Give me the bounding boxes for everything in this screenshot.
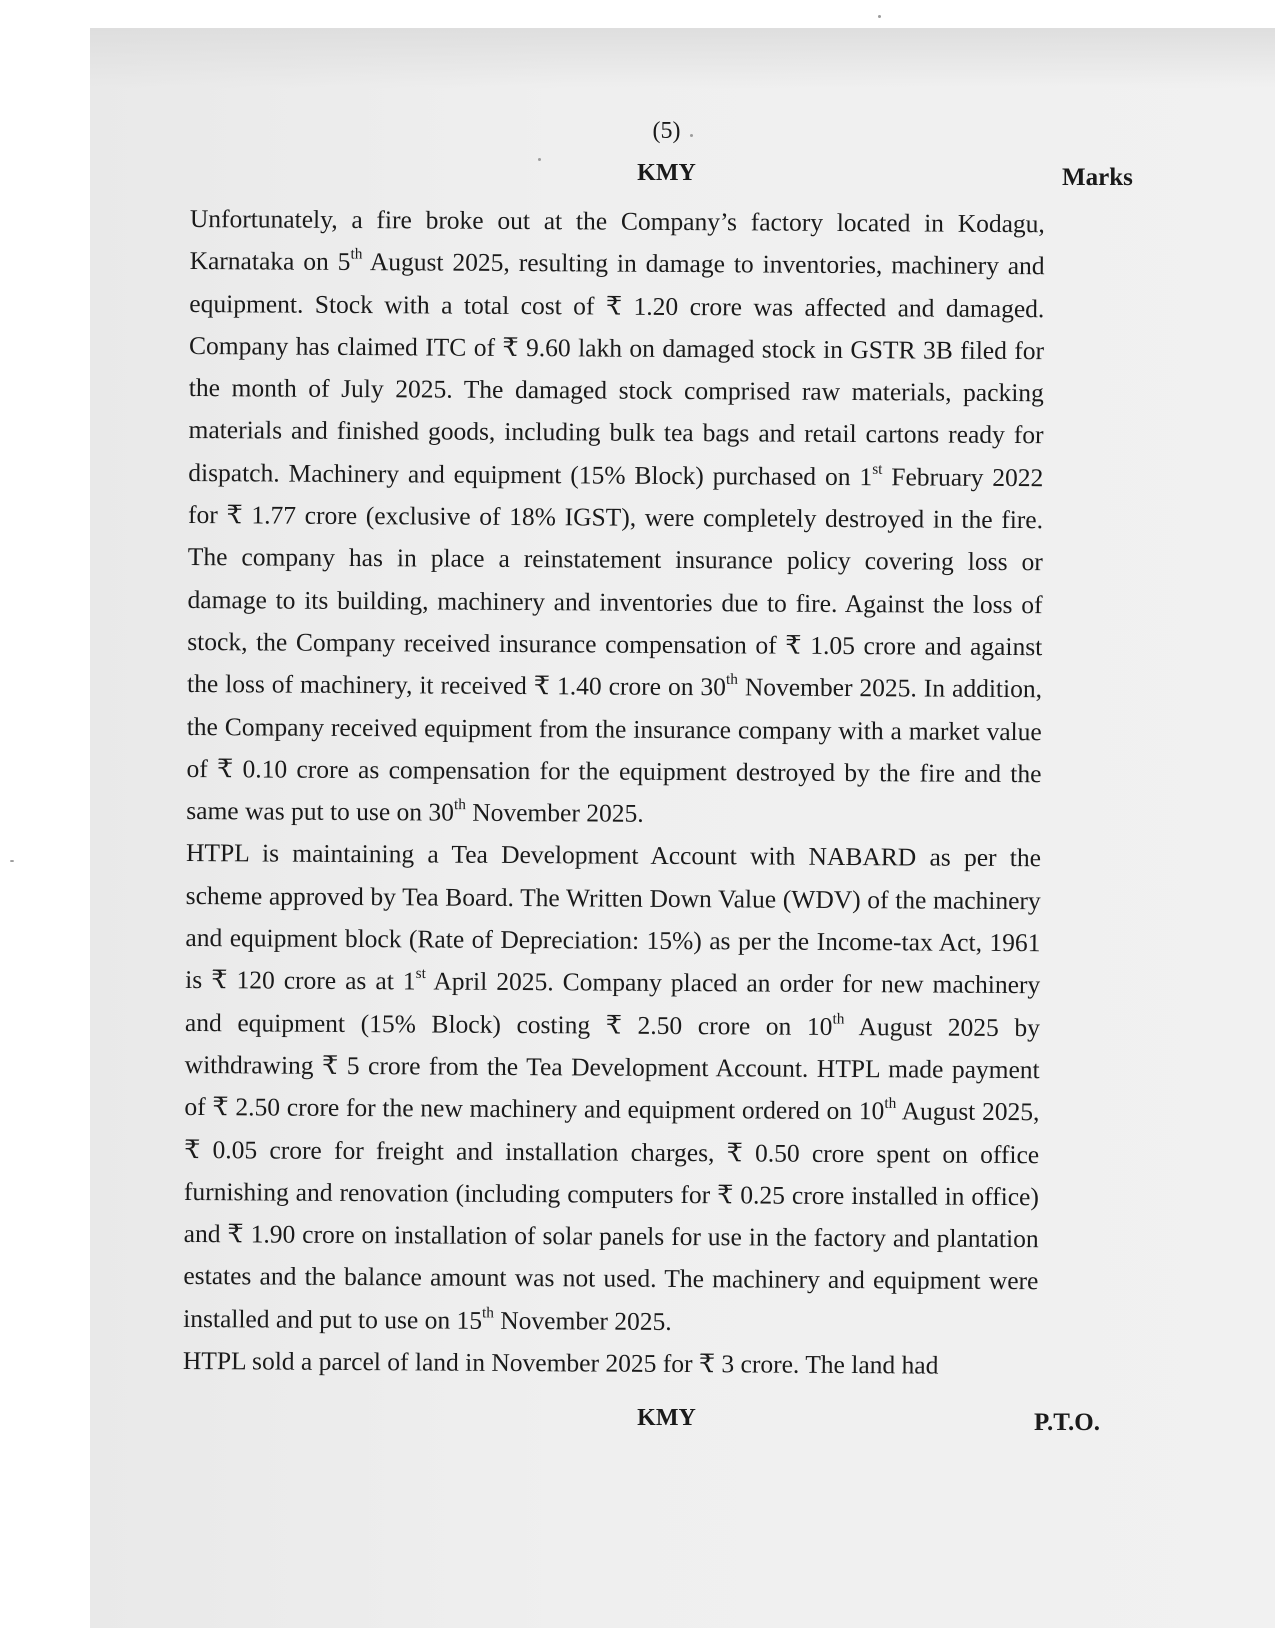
pto-label: P.T.O.: [1034, 1409, 1100, 1436]
question-text: [183, 198, 1045, 1388]
ordinal-suffix: th: [832, 1010, 845, 1028]
scan-speck: [10, 860, 14, 862]
scan-speck: [878, 15, 881, 18]
marks-label: Marks: [1062, 164, 1133, 191]
ordinal-suffix: th: [725, 671, 738, 689]
text-run: November 2025.: [465, 797, 644, 828]
ordinal-suffix: th: [350, 245, 363, 263]
text-run: November 2025.: [493, 1305, 672, 1336]
text-run: August 2025, resulting in damage to inventories, machinery and equipment. Stock with a total cost of ₹ 1.20 crore was affected and damaged. Company has claimed ITC of ₹ 9.60 lakh on damaged stock in GSTR 3B filed for the month of July 2025. The damaged stock comprised raw materials, packing materials and finished goods, including bulk tea bags and retail cartons ready for dispatch. Machinery and equipment (15% Block) purchased on 1: [188, 247, 1045, 491]
page-number: (5): [652, 118, 681, 144]
paragraph: [183, 832, 1041, 1345]
ordinal-suffix: st: [415, 965, 426, 983]
text-run: HTPL is maintaining a Tea Development Account with NABARD as per the scheme approved by Tea Board. The Written Down Value (WDV) of the machinery and equipment block (Rate of Depreciation: 15%) as per the Income-tax Act, 1961 is ₹ 120 crore as at 1: [185, 838, 1042, 996]
ordinal-suffix: th: [453, 796, 466, 814]
paragraph: [186, 198, 1045, 838]
header-code: KMY: [637, 160, 696, 186]
ordinal-suffix: st: [872, 460, 883, 478]
text-run: February 2022 for ₹ 1.77 crore (exclusive of 18% IGST), were completely destroyed in the fire. The company has in place a reinstatement insurance policy covering loss or damage to its building, machinery and inventories due to fire. Against the loss of stock, the Company received insurance compensation of ₹ 1.05 crore and against the loss of machinery, it received ₹ 1.40 crore on 30: [186, 462, 1044, 702]
ordinal-suffix: th: [482, 1304, 495, 1322]
ordinal-suffix: th: [884, 1095, 897, 1113]
paragraph: [183, 1340, 1038, 1388]
text-run: HTPL sold a parcel of land in November 2025 for ₹ 3 crore. The land had: [182, 1345, 939, 1380]
text-run: Unfortunately, a fire broke out at the Company’s factory located in Kodagu, Karnataka on 5: [189, 203, 1045, 277]
text-run: April 2025. Company placed an order for new machinery and equipment (15% Block) costing ₹ 2.50 crore on 10: [184, 966, 1041, 1041]
text-run: August 2025, ₹ 0.05 crore for freight and installation charges, ₹ 0.50 crore spent on office furnishing and renovation (including computers for ₹ 0.25 crore installed in office) and ₹ 1.90 crore on installation of solar panels for use in the factory and plantation estates and the balance amount was not used. The machinery and equipment were installed and put to use on 15: [183, 1096, 1040, 1335]
text-run: August 2025 by withdrawing ₹ 5 crore from the Tea Development Account. HTPL made payment of ₹ 2.50 crore for the new machinery and equipment ordered on 10: [184, 1011, 1041, 1126]
text-run: November 2025. In addition, the Company received equipment from the insurance company with a market value of ₹ 0.10 crore as compensation for the equipment destroyed by the fire and the same was put to use on 30: [186, 672, 1043, 827]
footer-code: KMY: [637, 1405, 696, 1431]
scan-shadow: [90, 28, 1275, 88]
